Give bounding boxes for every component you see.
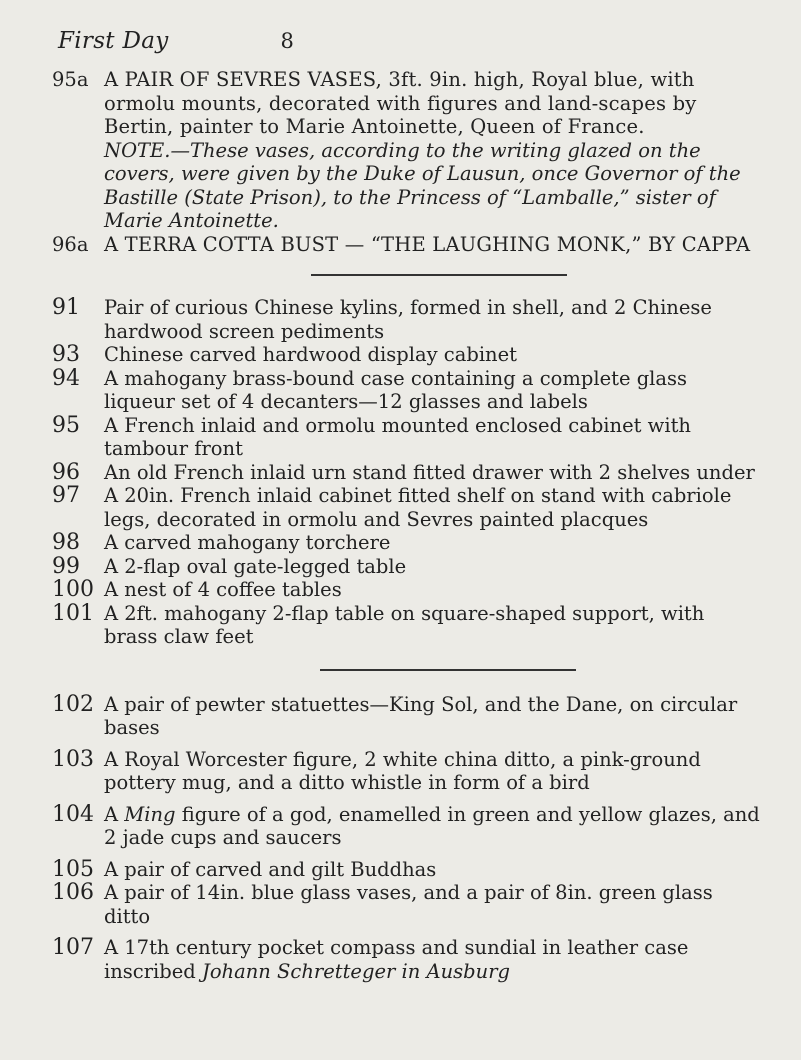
lot-description: A 2-flap oval gate-legged table xyxy=(104,554,407,578)
lot-description: A mahogany brass-bound case containing a complete glass liqueur set of 4 decanters—12 glasses and labels xyxy=(104,366,688,413)
lot-entry xyxy=(52,233,761,257)
lot-description: An old French inlaid urn stand fitted drawer with 2 shelves under xyxy=(104,460,755,484)
lot-list xyxy=(52,296,761,649)
page-title: First Day xyxy=(58,28,169,54)
lot-entry xyxy=(52,367,761,414)
lot-entry xyxy=(52,555,761,579)
lot-number: 94 xyxy=(52,365,80,391)
lot-note: NOTE.—These vases, according to the writing glazed on the covers, were given by the Duke of Lausun, once Governor of the Bastille (State Prison), to the Princess of “Lamballe,” sister of Marie Antoinette. xyxy=(104,138,741,232)
lot-number: 102 xyxy=(52,691,94,717)
page-number: 8 xyxy=(280,29,294,53)
lot-number: 97 xyxy=(52,483,80,508)
lot-description: A 20in. French inlaid cabinet fitted shelf on stand with cabriole legs, decorated in ormolu and Sevres painted placques xyxy=(104,484,732,531)
lot-description: A carved mahogany torchere xyxy=(104,531,391,554)
page-header xyxy=(58,28,761,54)
lot-description: A Royal Worcester figure, 2 white china ditto, a pink-ground pottery mug, and a ditto whistle in form of a bird xyxy=(104,747,701,794)
lot-description: A pair of pewter statuettes—King Sol, and the Dane, on circular bases xyxy=(104,692,738,739)
lot-description: Pair of curious Chinese kylins, formed in shell, and 2 Chinese hardwood screen pediments xyxy=(104,296,712,343)
lot-description: A nest of 4 coffee tables xyxy=(104,578,342,601)
lot-number: 95a xyxy=(52,68,89,91)
lot-entry xyxy=(52,414,761,461)
lot-description: A 2ft. mahogany 2-flap table on square-shaped support, with brass claw feet xyxy=(104,601,705,648)
lot-number: 96a xyxy=(52,232,89,256)
lot-entry xyxy=(52,693,761,740)
lot-entry xyxy=(52,578,761,602)
lot-description: A pair of carved and gilt Buddhas xyxy=(104,857,437,881)
lot-number: 105 xyxy=(52,856,94,882)
lot-description: A Ming figure of a god, enamelled in green and yellow glazes, and 2 jade cups and saucers xyxy=(104,802,760,849)
lot-entry xyxy=(52,881,761,928)
lot-number: 98 xyxy=(52,530,80,555)
lot-description: A TERRA COTTA BUST — “THE LAUGHING MONK,” BY CAPPA xyxy=(104,232,751,256)
lot-entry xyxy=(52,602,761,649)
lot-description: A pair of 14in. blue glass vases, and a pair of 8in. green glass ditto xyxy=(104,881,713,928)
lot-number: 107 xyxy=(52,935,94,960)
lot-number: 95 xyxy=(52,412,80,438)
section-divider xyxy=(311,274,567,276)
lot-number: 99 xyxy=(52,553,80,579)
lot-entry xyxy=(52,68,761,233)
lot-description: A PAIR OF SEVRES VASES, 3ft. 9in. high, Royal blue, with ormolu mounts, decorated with figures and land-scapes by Bertin, painter to Marie Antoinette, Queen of France. xyxy=(104,68,697,138)
lot-entry xyxy=(52,296,761,343)
lot-description: A French inlaid and ormolu mounted enclosed cabinet with tambour front xyxy=(104,413,691,460)
lot-entry xyxy=(52,484,761,531)
lot-number: 96 xyxy=(52,459,80,485)
lot-entry xyxy=(52,803,761,850)
lot-number: 100 xyxy=(52,577,94,602)
lot-description: A 17th century pocket compass and sundial in leather case inscribed Johann Schretteger in Ausburg xyxy=(104,936,689,983)
lot-entry xyxy=(52,461,761,485)
lot-entry xyxy=(52,343,761,367)
lot-description: Chinese carved hardwood display cabinet xyxy=(104,343,517,366)
lot-entry xyxy=(52,858,761,882)
lot-number: 101 xyxy=(52,600,94,626)
lot-number: 104 xyxy=(52,801,94,827)
lot-entry xyxy=(52,748,761,795)
lot-number: 103 xyxy=(52,746,94,772)
lot-number: 106 xyxy=(52,880,94,905)
section-divider xyxy=(320,669,576,671)
lot-list xyxy=(52,693,761,984)
lot-number: 91 xyxy=(52,295,80,320)
lot-entry xyxy=(52,531,761,555)
lot-number: 93 xyxy=(52,342,80,367)
lot-entry xyxy=(52,936,761,983)
